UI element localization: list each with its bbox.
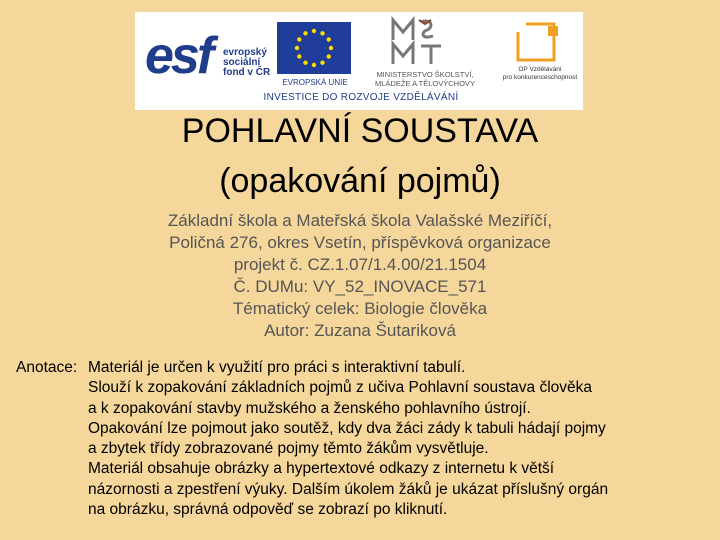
eu-flag-icon [277,22,351,74]
msmt-label-line: MLÁDEŽE A TĚLOVÝCHOVY [375,79,475,88]
annotation-line: na obrázku, správná odpověď se zobrazí po kliknutí. [88,501,448,519]
eu-star-icon [297,54,301,58]
eu-logo [275,22,355,94]
page-title: POHLAVNÍ SOUSTAVA [181,112,539,150]
logo-banner [135,12,583,110]
msmt-logo [365,16,485,98]
eu-label: EVROPSKÁ UNIE [282,78,348,87]
eu-star-icon [329,46,333,50]
eu-star-icon [303,61,307,65]
annotation-line: a k zopakování stavby mužského a ženského pohlavního ústrojí. [88,399,531,417]
esf-mark: esf [145,27,212,85]
eu-star-icon [327,37,331,41]
eu-star-icon [327,54,331,58]
eu-star-icon [312,63,316,67]
annotation-text [88,358,716,520]
annotation-line: názornosti a zpestření výuky. Dalším úkolem žáků je ukázat příslušný orgán [88,480,609,498]
op-label-line: pro konkurenceschopnost [502,74,578,81]
annotation-line: Opakování lze pojmout jako soutěž, kdy dva žáci zády k tabuli hádají pojmy [88,419,606,437]
eu-star-icon [297,37,301,41]
esf-text-line: sociální [223,57,261,68]
eu-star-icon [320,61,324,65]
info-line: Č. DUMu: VY_52_INOVACE_571 [233,277,487,296]
annotation-line: a zbytek třídy zobrazované pojmy těmto žákům vysvětluje. [88,440,489,458]
info-line: Autor: Zuzana Šutariková [264,321,456,340]
esf-text [223,48,279,78]
msmt-label-line: MINISTERSTVO ŠKOLSTVÍ, [376,70,474,79]
annotation-label: Anotace: [16,359,78,376]
esf-logo [143,20,275,92]
info-block [100,210,620,342]
info-line: projekt č. CZ.1.07/1.4.00/21.1504 [233,255,487,274]
esf-text-line: fond v ČR [223,67,271,78]
annotation-line: Materiál je určen k využití pro práci s interaktivní tabulí. [88,359,466,376]
investice-tagline: INVESTICE DO ROZVOJE VZDĚLÁVÁNÍ [263,92,459,103]
info-line: Poličná 276, okres Vsetín, příspěvková organizace [169,233,551,252]
page-subtitle: (opakování pojmů) [219,162,501,200]
eu-star-icon [303,31,307,35]
eu-star-icon [295,46,299,50]
op-label [500,66,580,82]
msmt-label [365,70,485,88]
msmt-emblem-icon [387,16,457,68]
eu-star-icon [312,29,316,33]
info-line: Tématický celek: Biologie člověka [232,299,488,318]
esf-text-line: evropský [223,47,267,58]
info-line: Základní škola a Mateřská škola Valašské Meziříčí, [167,211,553,230]
op-label-line: OP Vzdělávání [518,66,562,73]
annotation-line: Slouží k zopakování základních pojmů z učiva Pohlavní soustava člověka [88,379,593,397]
annotation-line: Materiál obsahuje obrázky a hypertextové odkazy z internetu k větší [88,460,555,478]
eu-star-icon [320,31,324,35]
op-logo [500,20,580,100]
op-emblem-icon [514,20,562,64]
